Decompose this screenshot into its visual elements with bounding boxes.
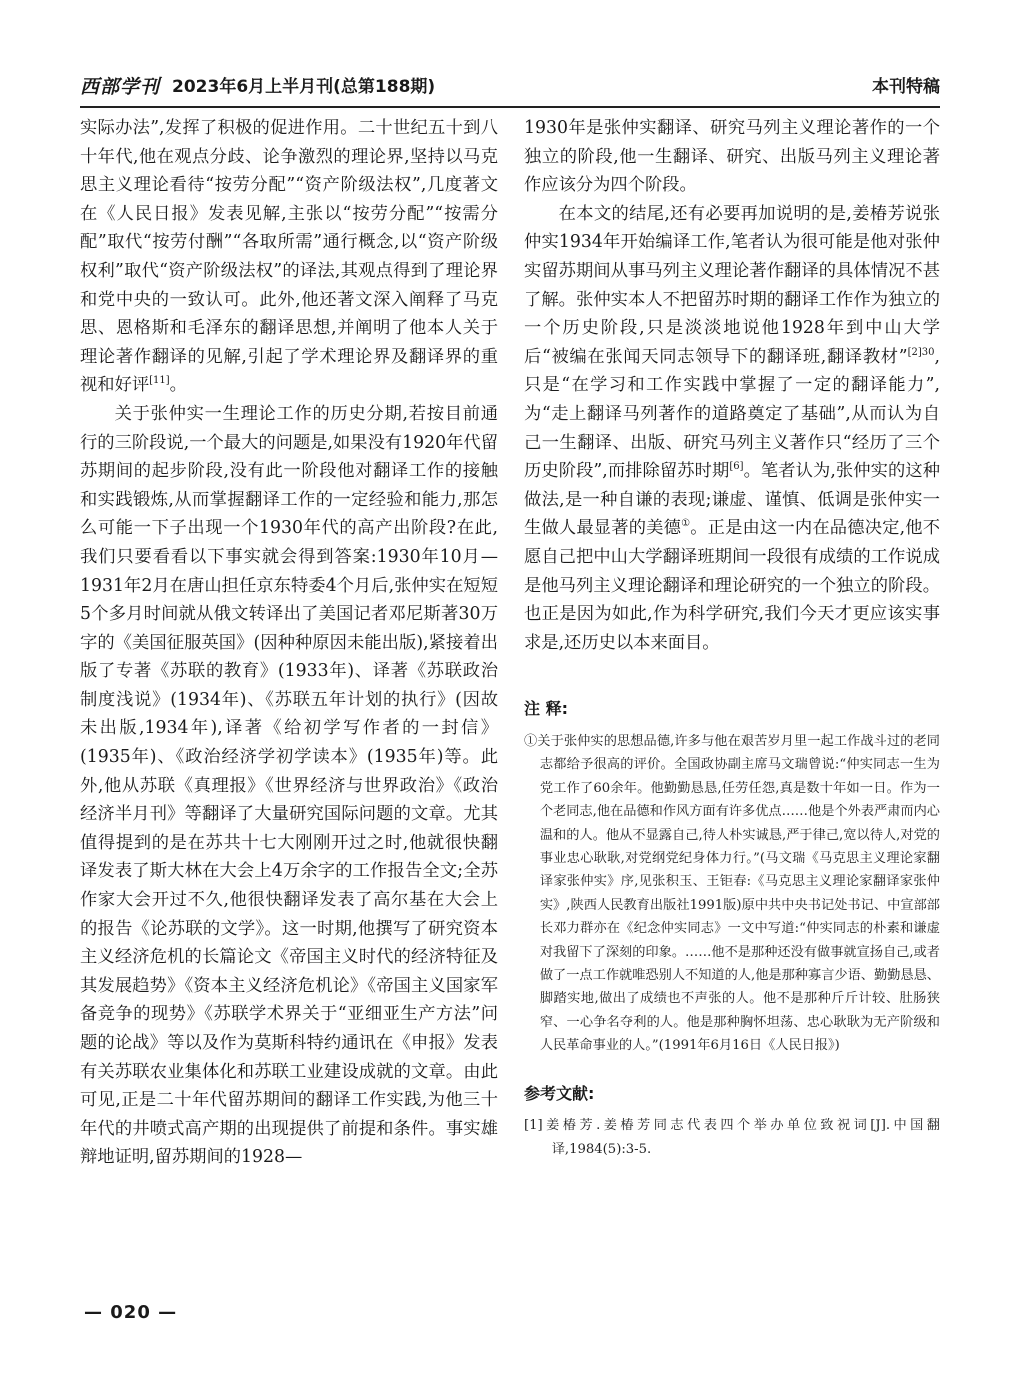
issue-label: 2023年6月上半月刊(总第188期) [172, 77, 436, 97]
paragraph-text: 实际办法”,发挥了积极的促进作用。二十世纪五十到八十年代,他在观点分歧、论争激烈的理论界,坚持以马克思主义理论看待“按劳分配”“资产阶级法权”,几度著文在《人民日报》发表见解,主张以“按劳分配”“按需分配”取代“按劳付酬”“各取所需”通行概念,以“资产阶级权利”取代“资产阶级法权”的译法,其观点得到了理论界和党中央的一致认可。此外,他还著文深入阐释了马克思、恩格斯和毛泽东的翻译思想,并阐明了他本人关于理论著作翻译的见解,引起了学术理论界及翻译界的重视和好评 [80, 118, 498, 396]
paragraph-text: 在本文的结尾,还有必要再加说明的是,姜椿芳说张仲实1934年开始编译工作,笔者认为很可能是他对张仲实留苏期间从事马列主义理论著作翻译的具体情况不甚了解。张仲实本人不把留苏时期的翻译工作作为独立的一个历史阶段,只是淡淡地说他1928年到中山大学后“被编在张闻天同志领导下的翻译班,翻译教材” [524, 203, 940, 367]
page-number: — 020 — [84, 1302, 178, 1323]
citation: [11] [149, 375, 170, 387]
page-header [80, 64, 940, 108]
notes-heading: 注 释: [524, 699, 568, 719]
paragraph-text: 。笔者认为,张仲实的这种做法,是一种自谦的表现;谦虚、谨慎、低调是张仲实一生做人最显著的美德 [524, 461, 940, 539]
right-paragraph-1: 1930年是张仲实翻译、研究马列主义理论著作的一个独立的阶段,他一生翻译、研究、出版马列主义理论著作应该分为四个阶段。 [524, 118, 940, 196]
paragraph-text: 。正是由这一内在品德决定,他不愿自己把中山大学翻译班期间一段很有成绩的工作说成是他马列主义理论翻译和理论研究的一个独立的阶段。也正是因为如此,作为科学研究,我们今天才更应该实事求是,还历史以本来面目。 [524, 518, 940, 653]
reference-1: [1]姜椿芳.姜椿芳同志代表四个举办单位致祝词[J].中国翻译,1984(5):3-5. [524, 1118, 940, 1157]
paragraph-text: ,只是“在学习和工作实践中掌握了一定的翻译能力”,为“走上翻译马列著作的道路奠定了基础”,从而认为自己一生翻译、出版、研究马列主义著作只“经历了三个历史阶段”,而排除留苏时期 [524, 346, 940, 482]
left-column [80, 114, 498, 1172]
right-paragraph-2 [524, 200, 940, 658]
footnote-1: ①关于张仲实的思想品德,许多与他在艰苦岁月里一起工作战斗过的老同志都给予很高的评价。全国政协副主席马文瑞曾说:“仲实同志一生为党工作了60余年。他勤勤恳恳,任劳任怨,真是数十年如一日。作为一个老同志,他在品德和作风方面有许多优点……他是个外表严肃而内心温和的人。他从不显露自己,待人朴实诚恳,严于律己,宽以待人,对党的事业忠心耿耿,对党纲党纪身体力行。”(马文瑞《马克思主义理论家翻译家张仲实》序,见张积玉、王钜春:《马克思主义理论家翻译家张仲实》,陕西人民教育出版社1991版)原中共中央书记处书记、中宣部部长邓力群亦在《纪念仲实同志》一文中写道:“仲实同志的朴素和谦虚对我留下了深刻的印象。……他不是那种还没有做事就宣扬自己,或者做了一点工作就唯恐别人不知道的人,他是那种寡言少语、勤勤恳恳、脚踏实地,做出了成绩也不声张的人。他不是那种斤斤计较、肚肠狭窄、一心争名夺利的人。他是那种胸怀坦荡、忠心耿耿为无产阶级和人民革命事业的人。”(1991年6月16日《人民日报》) [524, 733, 940, 1054]
header-rule [80, 106, 940, 108]
left-paragraph-1 [80, 114, 498, 400]
right-column [524, 114, 940, 1161]
section-label: 本刊特稿 [872, 77, 940, 97]
citation: [6] [729, 461, 744, 473]
paragraph-text: 。 [169, 375, 187, 396]
citation: [2]30 [907, 346, 935, 358]
footnote-mark: ① [681, 518, 691, 530]
journal-logo: 西部学刊 [80, 76, 161, 98]
left-paragraph-2: 关于张仲实一生理论工作的历史分期,若按目前通行的三阶段说,一个最大的问题是,如果没有1920年代留苏期间的起步阶段,没有此一阶段他对翻译工作的接触和实践锻炼,从而掌握翻译工作的一定经验和能力,那怎么可能一下子出现一个1930年代的高产出阶段?在此,我们只要看看以下事实就会得到答案:1930年10月—1931年2月在唐山担任京东特委4个月后,张仲实在短短5个多月时间就从俄文转译出了美国记者邓尼斯著30万字的《美国征服英国》(因种种原因未能出版),紧接着出版了专著《苏联的教育》(1933年)、译著《苏联政治制度浅说》(1934年)、《苏联五年计划的执行》(因故未出版,1934年),译著《给初学写作者的一封信》(1935年)、《政治经济学初学读本》(1935年)等。此外,他从苏联《真理报》《世界经济与世界政治》《政治经济半月刊》等翻译了大量研究国际问题的文章。尤其值得提到的是在苏共十七大刚刚开过之时,他就很快翻译发表了斯大林在大会上4万余字的工作报告全文;全苏作家大会开过不久,他很快翻译发表了高尔基在大会上的报告《论苏联的文学》。这一时期,他撰写了研究资本主义经济危机的长篇论文《帝国主义时代的经济特征及其发展趋势》《资本主义经济危机论》《帝国主义国家军备竞争的现势》《苏联学术界关于“亚细亚生产方法”问题的论战》等以及作为莫斯科特约通讯在《申报》发表有关苏联农业集体化和苏联工业建设成就的文章。由此可见,正是二十年代留苏期间的翻译工作实践,为他三十年代的井喷式高产期的出现提供了前提和条件。事实雄辩地证明,留苏期间的1928— [80, 403, 498, 1168]
references-heading: 参考文献: [524, 1083, 595, 1103]
